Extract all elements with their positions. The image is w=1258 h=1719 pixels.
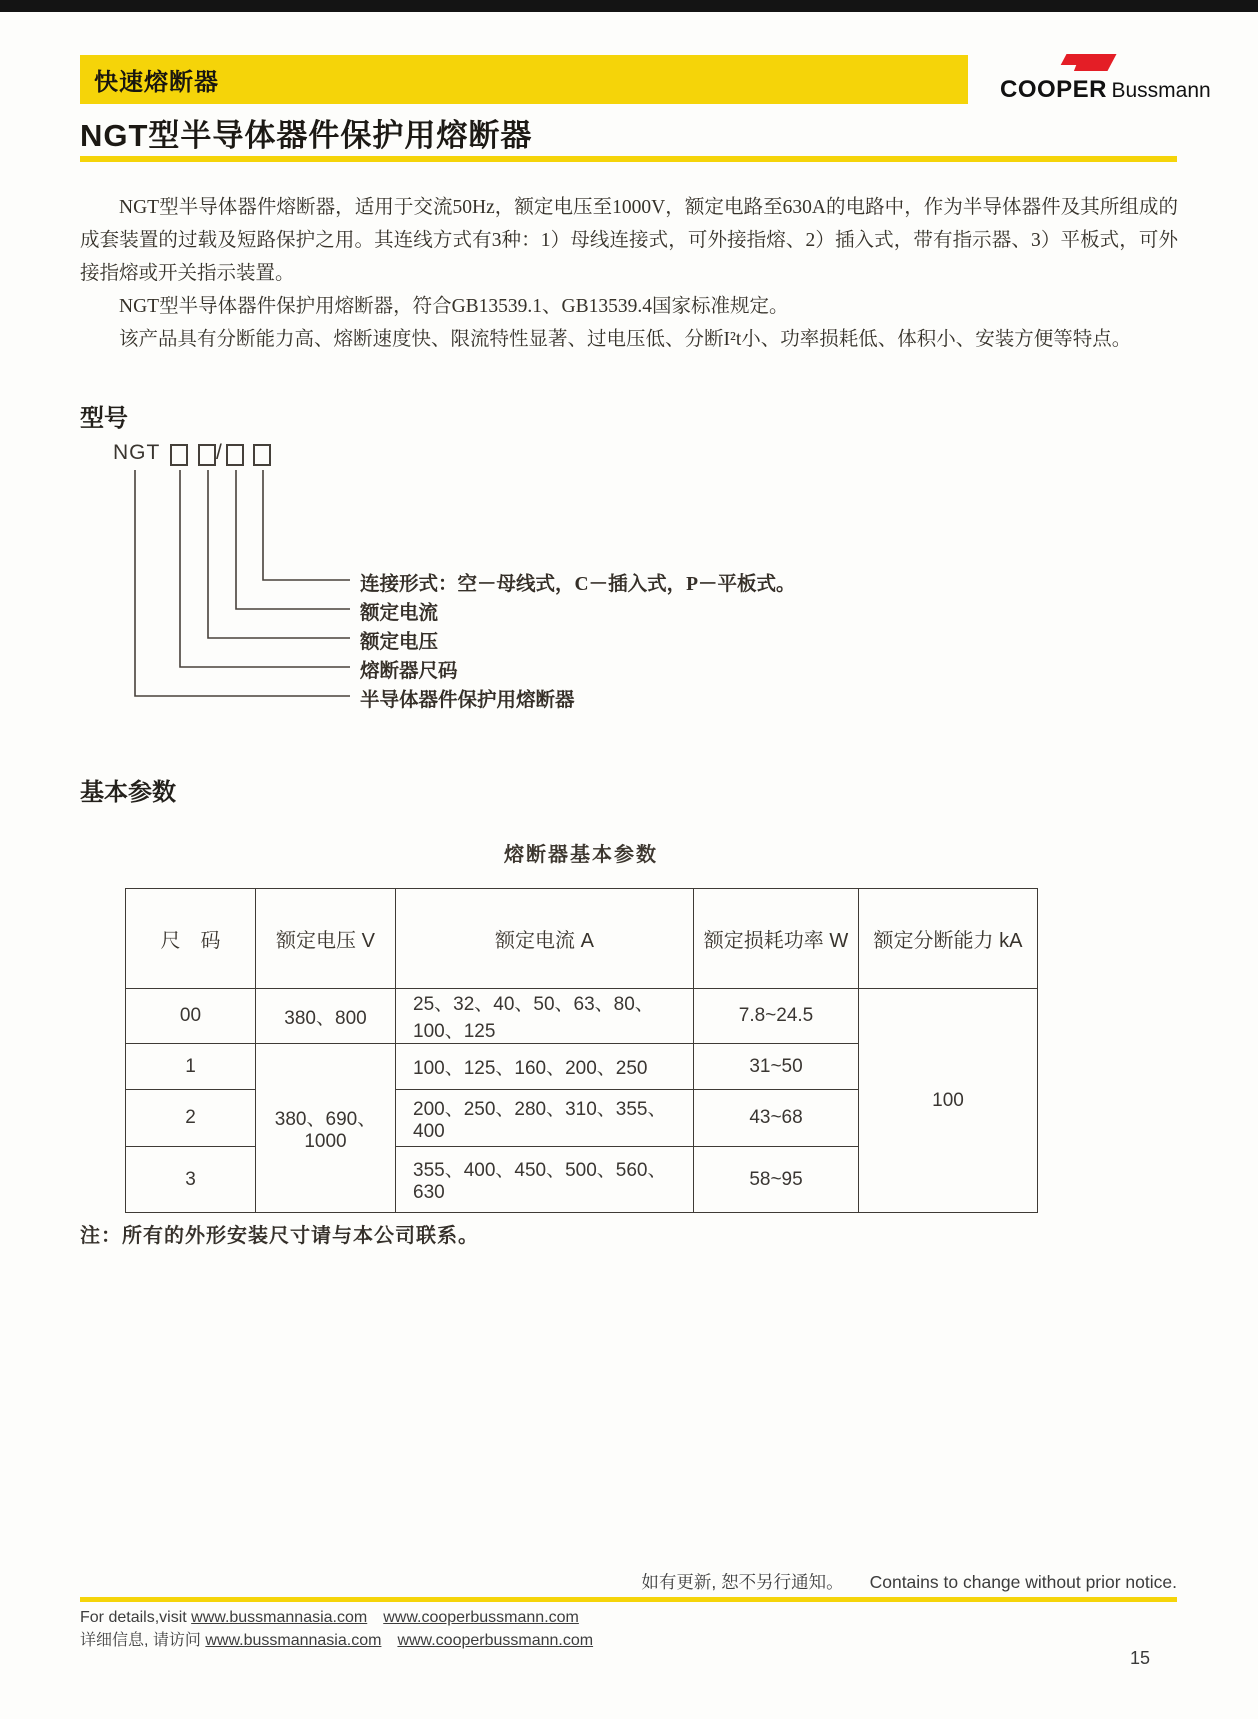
logo-cooper: COOPER [1000, 76, 1108, 103]
model-current-box [226, 444, 244, 466]
section-heading-model: 型号 [80, 405, 128, 432]
page-top-strip [0, 0, 1258, 12]
link-cooperbussmann-cn[interactable]: www.cooperbussmann.com [397, 1632, 594, 1649]
link-bussmannasia[interactable]: www.bussmannasia.com [191, 1609, 368, 1626]
table-title: 熔断器基本参数 [504, 844, 658, 866]
section-heading-params: 基本参数 [80, 779, 176, 806]
change-notice-cn: 如有更新, 恕不另行通知。 [641, 1572, 844, 1592]
page-title: NGT型半导体器件保护用熔断器 [80, 118, 533, 153]
cooper-flag-icon [1057, 54, 1116, 71]
diagram-label-rated-voltage: 额定电压 [360, 632, 439, 653]
diagram-label-rated-current: 额定电流 [360, 603, 439, 624]
cell-power-00: 7.8~24.5 [694, 989, 859, 1044]
parameters-table [125, 888, 1038, 1213]
logo-text [1000, 76, 1211, 104]
model-prefix: NGT [113, 441, 161, 464]
cell-current-00: 25、32、40、50、63、80、100、125 [396, 989, 694, 1044]
col-header-current: 额定电流 A [396, 889, 694, 989]
cell-current-3: 355、400、450、500、560、630 [396, 1147, 694, 1213]
col-header-breaking: 额定分断能力 kA [859, 889, 1038, 989]
model-slash: / [216, 441, 222, 464]
model-connection-box [253, 444, 271, 466]
footer-rule [80, 1597, 1177, 1602]
category-label: 快速熔断器 [94, 69, 219, 96]
link-cooperbussmann[interactable]: www.cooperbussmann.com [383, 1609, 579, 1626]
cell-current-1: 100、125、160、200、250 [396, 1044, 694, 1090]
category-band [80, 55, 968, 104]
cell-voltage-00: 380、800 [256, 989, 396, 1044]
intro-paragraph-2: NGT型半导体器件保护用熔断器，符合GB13539.1、GB13539.4国家标准规定。 [119, 296, 789, 317]
cell-power-2: 43~68 [694, 1090, 859, 1147]
footer-links-cn [80, 1629, 609, 1652]
model-voltage-box [198, 444, 216, 466]
diagram-label-fuse-size: 熔断器尺码 [360, 661, 458, 682]
diagram-label-fuse-type: 半导体器件保护用熔断器 [360, 690, 575, 711]
page-number: 15 [1129, 1648, 1150, 1668]
cell-breaking-capacity: 100 [859, 989, 1038, 1213]
cell-power-3: 58~95 [694, 1147, 859, 1213]
table-note: 注：所有的外形安装尺寸请与本公司联系。 [80, 1225, 479, 1247]
cell-voltage-merged: 380、690、1000 [256, 1044, 396, 1213]
table-row [126, 989, 1038, 1044]
footer-links-cn-prefix: 详细信息, 请访问 [80, 1632, 201, 1649]
change-notice [80, 1569, 1177, 1594]
link-bussmannasia-cn[interactable]: www.bussmannasia.com [205, 1632, 382, 1649]
cooper-bussmann-logo [1000, 52, 1211, 108]
intro-paragraphs [80, 191, 1178, 356]
footer-links-en [80, 1606, 609, 1629]
model-size-box [170, 444, 188, 466]
cell-power-1: 31~50 [694, 1044, 859, 1090]
change-notice-en: Contains to change without prior notice. [869, 1572, 1177, 1592]
title-underline [80, 156, 1177, 162]
footer-links [80, 1606, 609, 1652]
cell-size-2: 2 [126, 1090, 256, 1147]
col-header-voltage: 额定电压 V [256, 889, 396, 989]
logo-bussmann-word: Bussmann [1111, 79, 1211, 102]
cell-size-3: 3 [126, 1147, 256, 1213]
cell-current-2: 200、250、280、310、355、400 [396, 1090, 694, 1147]
col-header-power: 额定损耗功率 W [694, 889, 859, 989]
intro-paragraph-1: NGT型半导体器件熔断器，适用于交流50Hz，额定电压至1000V，额定电路至630A的电路中，作为半导体器件及其所组成的成套装置的过载及短路保护之用。其连线方式有3种：1）母线连接式，可外接指熔、2）插入式，带有指示器、3）平板式，可外接指熔或开关指示装置。 [80, 197, 1178, 284]
col-header-size: 尺 码 [126, 889, 256, 989]
diagram-label-connection: 连接形式：空－母线式，C－插入式，P－平板式。 [360, 574, 796, 595]
intro-paragraph-3: 该产品具有分断能力高、熔断速度快、限流特性显著、过电压低、分断I²t小、功率损耗低、体积小、安装方便等特点。 [119, 329, 1132, 350]
cell-size-1: 1 [126, 1044, 256, 1090]
table-header-row [126, 889, 1038, 989]
cell-size-00: 00 [126, 989, 256, 1044]
footer-links-en-prefix: For details,visit [80, 1609, 187, 1626]
